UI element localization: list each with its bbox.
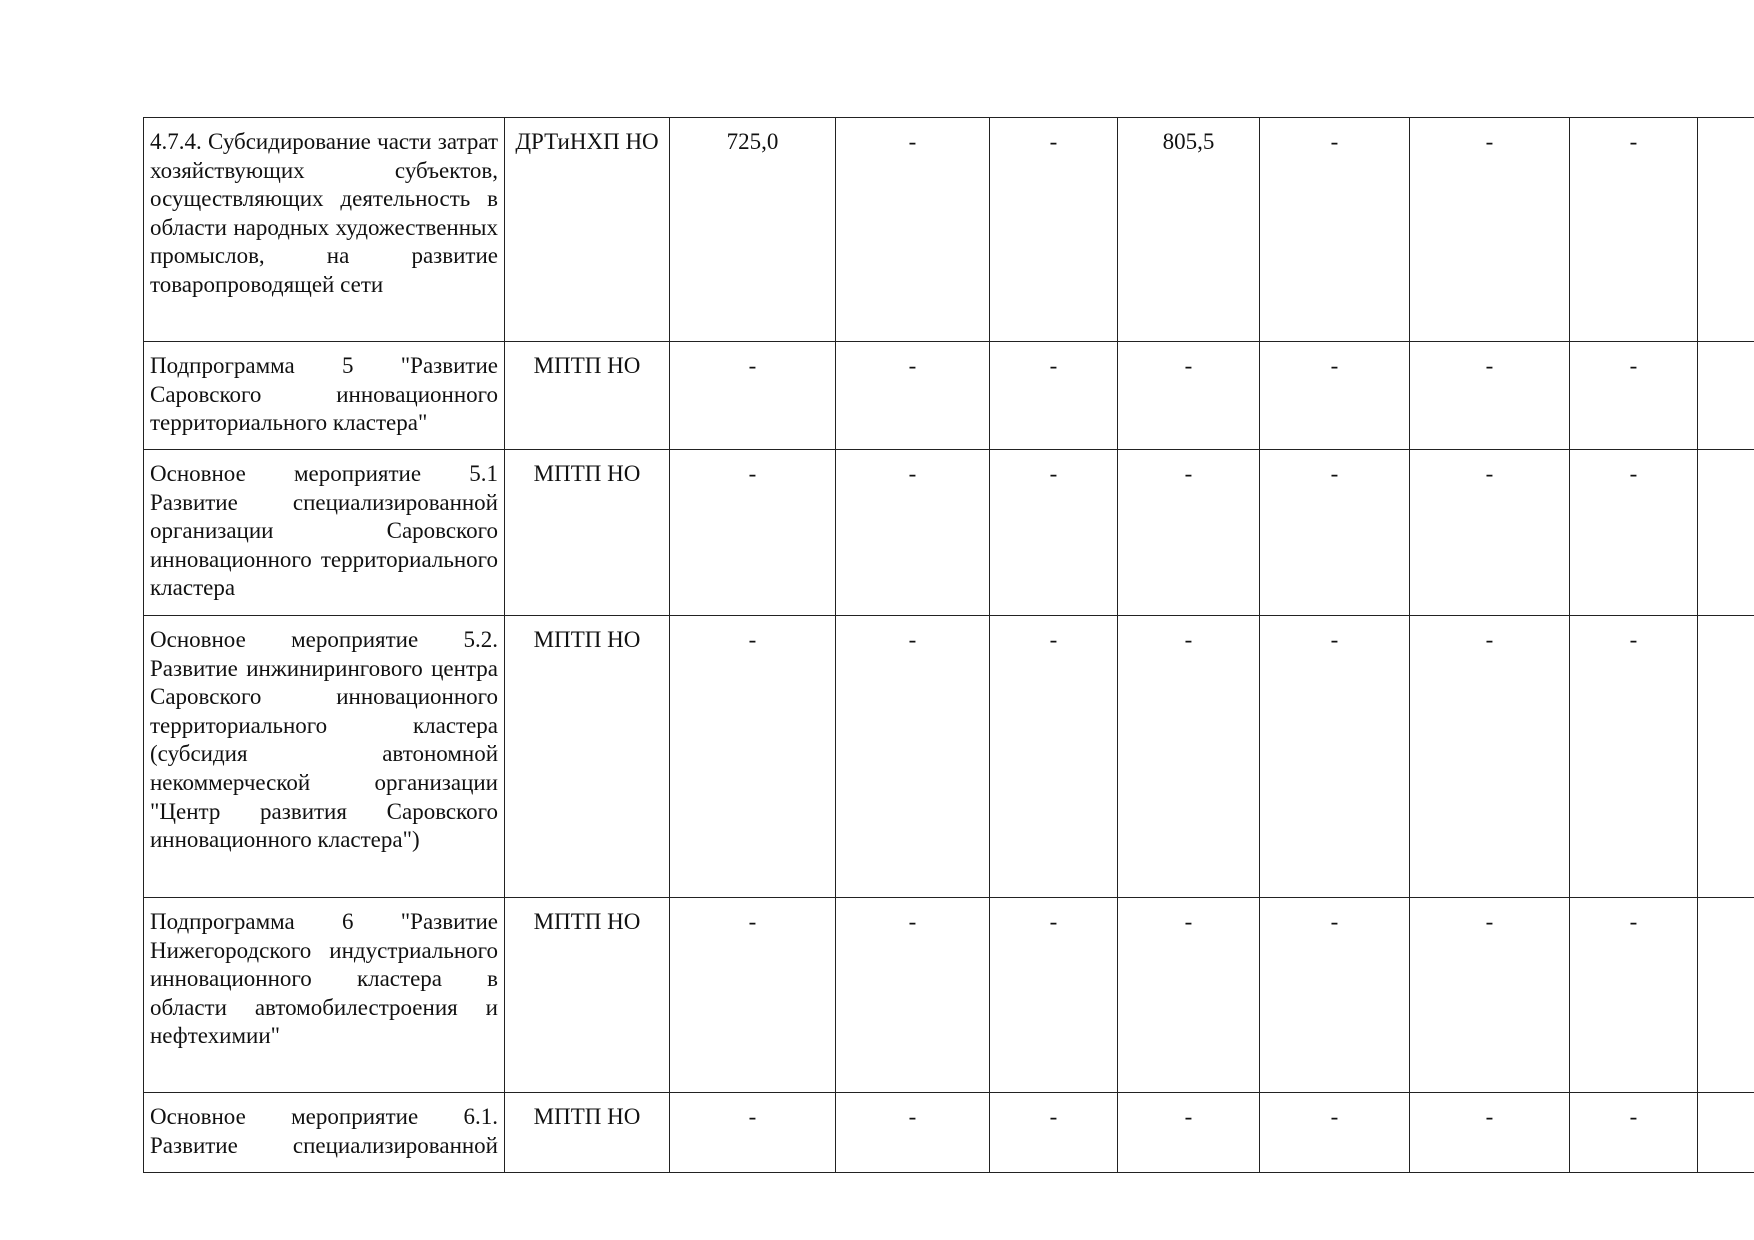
row-value-cell: - — [670, 616, 836, 898]
row-value-cell: - — [990, 342, 1118, 450]
table-row — [144, 1093, 1754, 1173]
row-value-cell: - — [1260, 616, 1410, 898]
row-value-cell: - — [1570, 118, 1698, 342]
budget-table — [143, 117, 1754, 1173]
row-executor: МПТП НО — [505, 616, 670, 898]
row-executor: МПТП НО — [505, 1093, 670, 1173]
row-value-cell: 725,0 — [670, 118, 836, 342]
row-description-text: Подпрограмма 5 "Развитие Саровского инновационного — [150, 353, 498, 407]
table-row — [144, 898, 1754, 1093]
row-value-cell: - — [1118, 342, 1260, 450]
row-value-cell — [1698, 898, 1754, 1093]
row-description-tail: территориального кластера" — [150, 410, 428, 436]
row-description — [144, 1093, 505, 1173]
row-value-cell: - — [670, 450, 836, 616]
row-description-tail: товаропроводящей сети — [150, 271, 384, 297]
row-value-cell: - — [1260, 342, 1410, 450]
row-executor: МПТП НО — [505, 450, 670, 616]
row-value-cell: 805,5 — [1118, 118, 1260, 342]
row-description-tail: нефтехимии" — [150, 1023, 281, 1049]
row-description — [144, 616, 505, 898]
row-description — [144, 118, 505, 342]
row-description-text: Подпрограмма 6 "Развитие Нижегородского индустриального инновационного кластера в области автомобилестроения и — [150, 909, 498, 1020]
row-value-cell: - — [1260, 450, 1410, 616]
row-value-cell: - — [990, 450, 1118, 616]
row-value-cell: - — [1410, 118, 1570, 342]
row-value-cell: - — [1570, 616, 1698, 898]
table-row — [144, 118, 1754, 342]
table-row — [144, 450, 1754, 616]
row-description — [144, 342, 505, 450]
row-description-text: Основное мероприятие 5.1 Развитие специализированной организации Саровского — [150, 461, 498, 544]
row-value-cell: - — [836, 342, 990, 450]
row-executor: ДРТиНХП НО — [505, 118, 670, 342]
row-value-cell — [1698, 118, 1754, 342]
row-value-cell: - — [990, 1093, 1118, 1173]
row-value-cell: - — [1410, 898, 1570, 1093]
row-value-cell: - — [1118, 450, 1260, 616]
row-description — [144, 898, 505, 1093]
row-value-cell: - — [1570, 1093, 1698, 1173]
row-description-text: Основное мероприятие 5.2. Развитие инжинирингового центра Саровского инновационного территориального кластера (субсидия автономной некоммерческой организации "Центр развития Саровского — [150, 627, 498, 824]
row-description — [144, 450, 505, 616]
row-value-cell: - — [990, 616, 1118, 898]
row-value-cell: - — [836, 450, 990, 616]
row-value-cell: - — [1118, 898, 1260, 1093]
row-value-cell: - — [1570, 450, 1698, 616]
row-value-cell: - — [1570, 898, 1698, 1093]
row-value-cell: - — [670, 898, 836, 1093]
row-executor: МПТП НО — [505, 898, 670, 1093]
row-executor: МПТП НО — [505, 342, 670, 450]
row-value-cell: - — [1410, 616, 1570, 898]
row-value-cell: - — [1260, 898, 1410, 1093]
row-value-cell: - — [1410, 450, 1570, 616]
row-value-cell — [1698, 450, 1754, 616]
row-description-text: Основное мероприятие 6.1. Развитие специализированной — [150, 1104, 498, 1158]
row-value-cell — [1698, 1093, 1754, 1173]
row-value-cell: - — [670, 342, 836, 450]
row-value-cell: - — [1118, 1093, 1260, 1173]
row-value-cell: - — [1570, 342, 1698, 450]
row-description-text: 4.7.4. Субсидирование части затрат хозяйствующих субъектов, осуществляющих деятельность в области народных художественных промыслов, на развитие — [150, 129, 498, 269]
row-description-tail: инновационного кластера") — [150, 827, 420, 853]
row-value-cell: - — [1118, 616, 1260, 898]
row-value-cell: - — [990, 118, 1118, 342]
row-value-cell — [1698, 342, 1754, 450]
row-value-cell: - — [1410, 1093, 1570, 1173]
row-value-cell: - — [836, 616, 990, 898]
row-value-cell: - — [836, 898, 990, 1093]
row-value-cell: - — [1410, 342, 1570, 450]
row-value-cell: - — [836, 118, 990, 342]
row-value-cell: - — [836, 1093, 990, 1173]
row-value-cell: - — [1260, 1093, 1410, 1173]
row-value-cell: - — [990, 898, 1118, 1093]
document-page — [143, 117, 1754, 1173]
table-row — [144, 342, 1754, 450]
table-row — [144, 616, 1754, 898]
row-value-cell — [1698, 616, 1754, 898]
row-description-tail: инновационного территориального кластера — [150, 546, 498, 601]
row-value-cell: - — [670, 1093, 836, 1173]
row-value-cell: - — [1260, 118, 1410, 342]
